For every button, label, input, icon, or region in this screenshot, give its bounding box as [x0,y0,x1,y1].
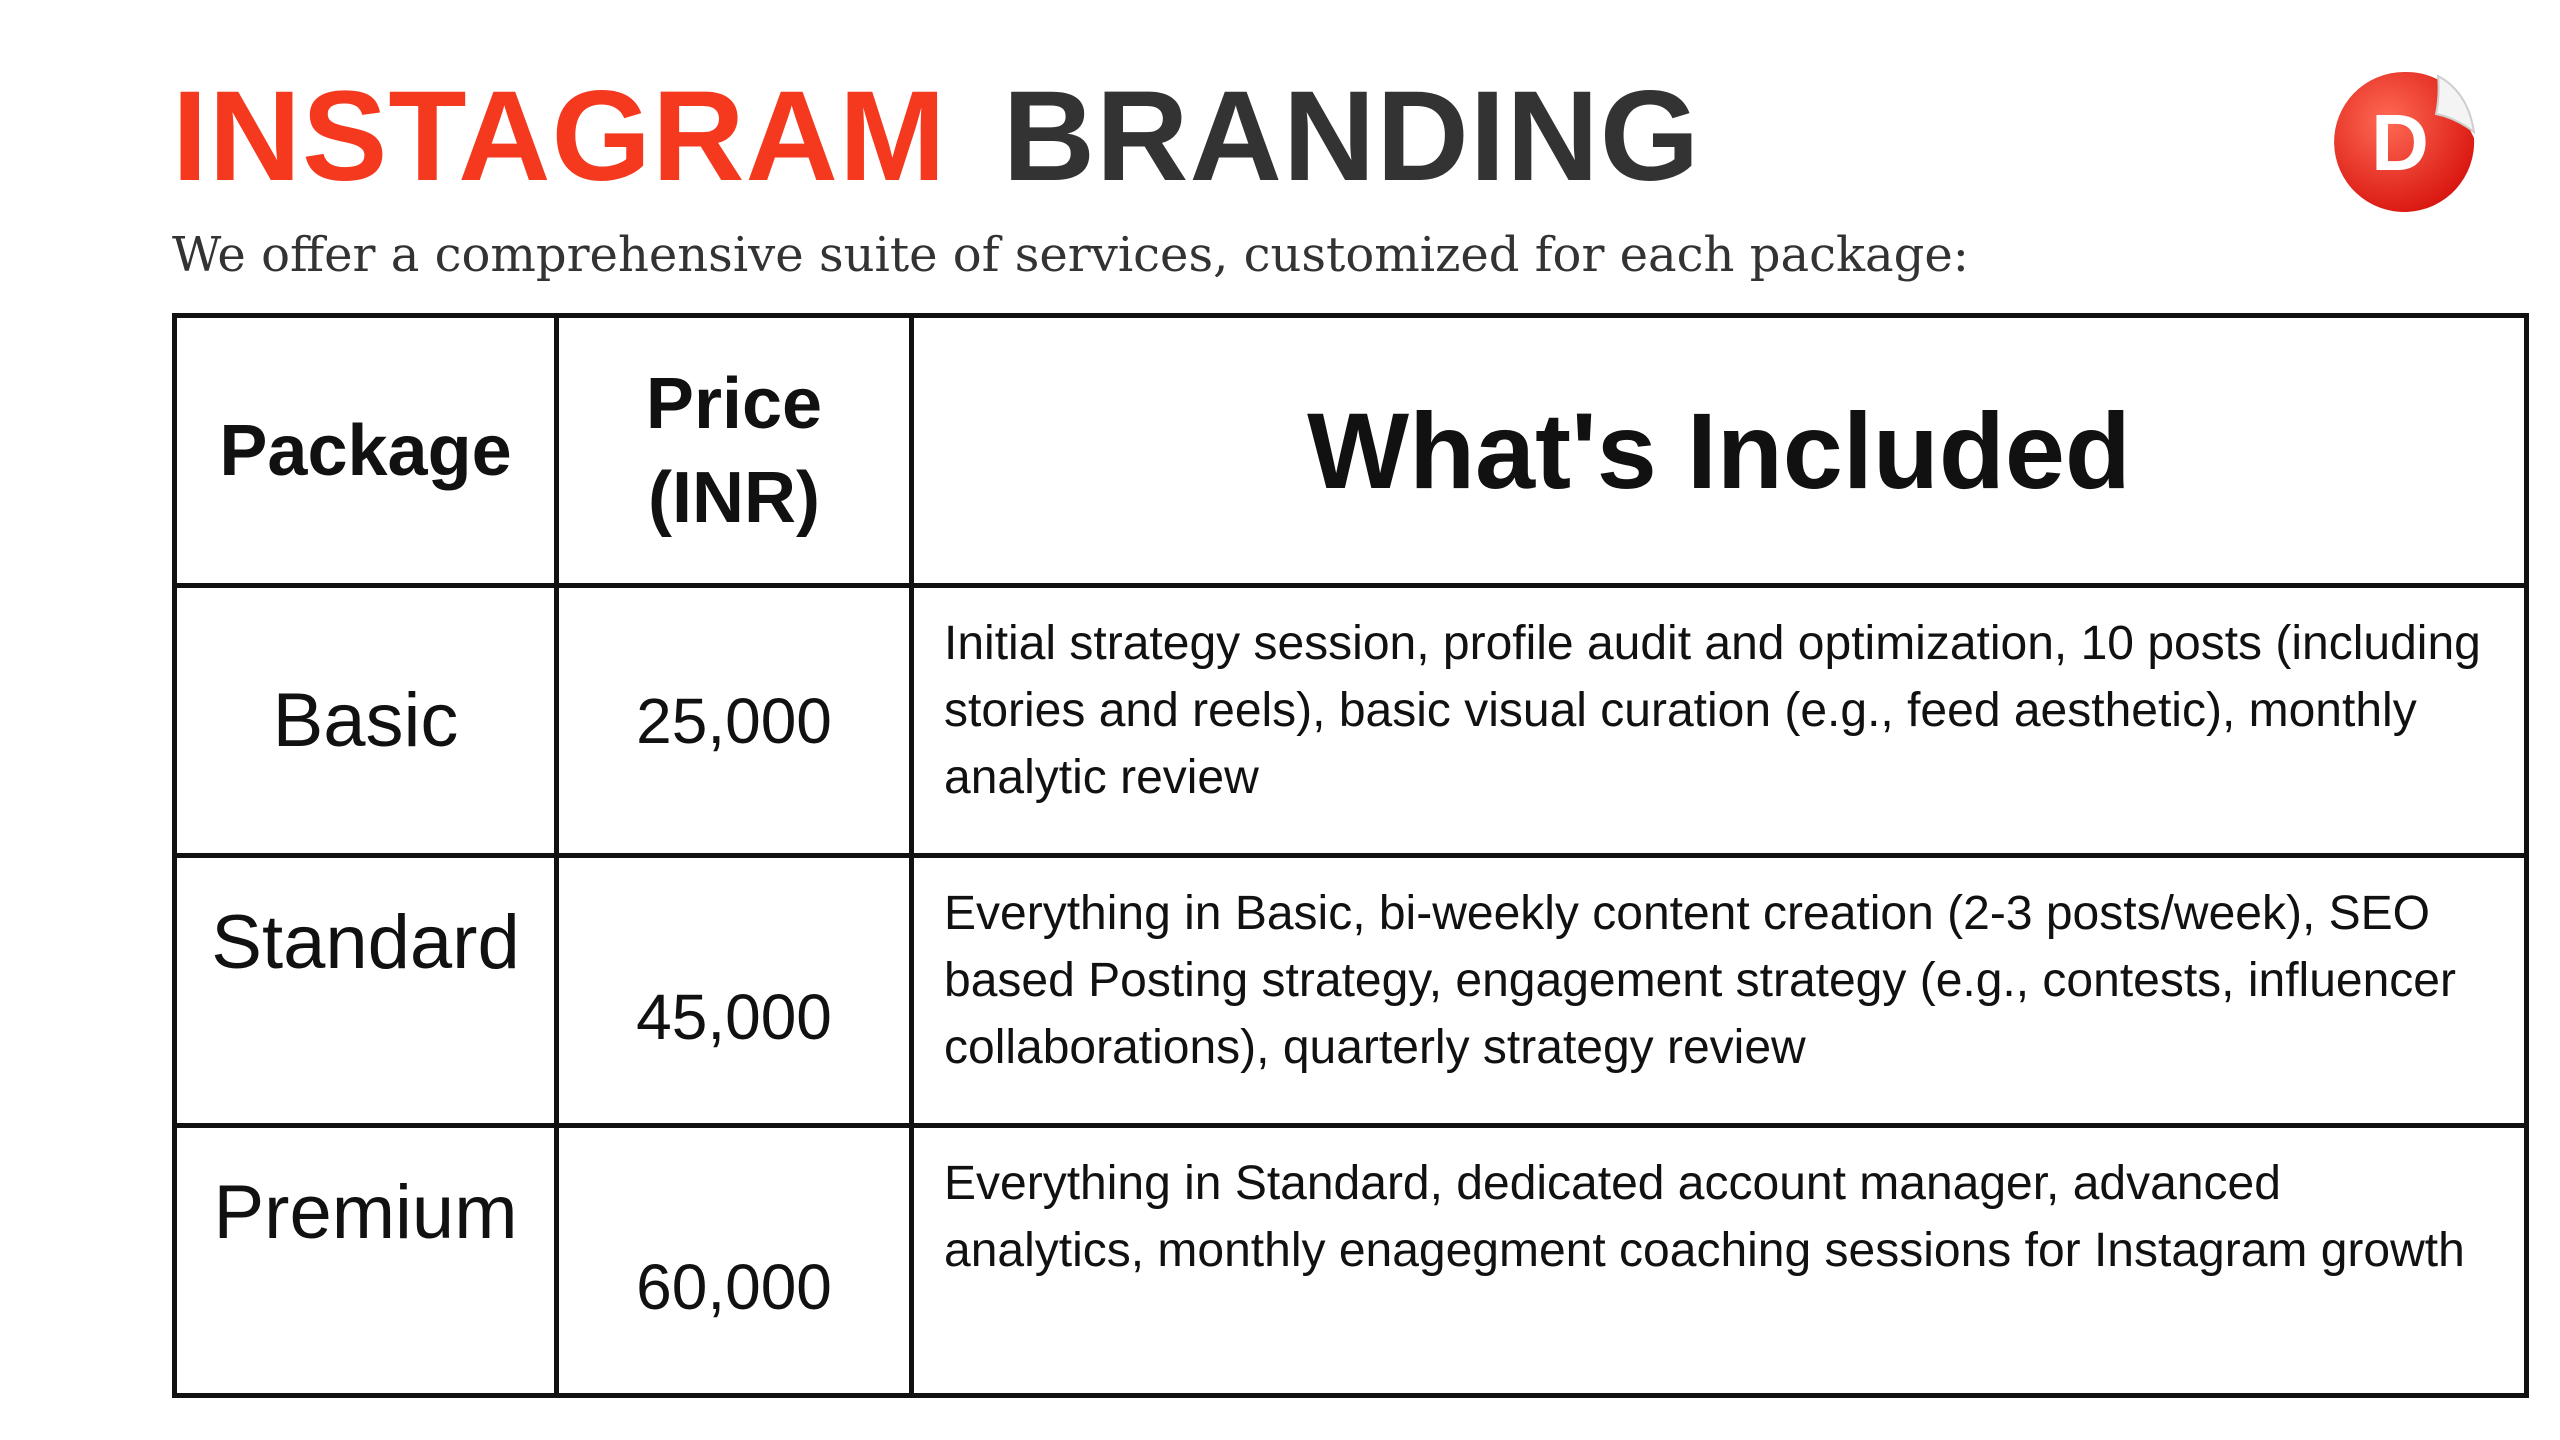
package-name-basic: Basic [175,586,557,856]
included-basic: Initial strategy session, profile audit and optimization, 10 posts (including stories and reels), basic visual curation (e.g., feed aesthetic), monthly analytic review [912,586,2527,856]
package-name-standard: Standard [175,856,557,1126]
pricing-table [172,313,2529,1398]
table-row [175,856,2527,1126]
header-package: Package [175,316,557,586]
header-included: What's Included [912,316,2527,586]
d-letter-sticker-logo-icon [2328,62,2488,222]
header-price-line1: Price [645,363,823,444]
price-premium: 60,000 [557,1126,912,1396]
page-title [172,62,1700,212]
included-premium: Everything in Standard, dedicated account manager, advanced analytics, monthly enagegment coaching sessions for Instagram growth [912,1126,2527,1396]
table-row [175,586,2527,856]
table-row [175,1126,2527,1396]
included-standard: Everything in Basic, bi-weekly content creation (2-3 posts/week), SEO based Posting strategy, engagement strategy (e.g., contests, influencer collaborations), quarterly strategy review [912,856,2527,1126]
header-price-line2: (INR) [648,457,820,538]
title-branding: BRANDING [1002,65,1701,208]
table-header-row [175,316,2527,586]
title-instagram: INSTAGRAM [172,65,947,208]
logo-letter: D [2371,98,2429,187]
price-basic: 25,000 [557,586,912,856]
header-price [557,316,912,586]
page-subtitle: We offer a comprehensive suite of services, customized for each package: [172,227,1969,283]
price-standard: 45,000 [557,856,912,1126]
package-name-premium: Premium [175,1126,557,1396]
